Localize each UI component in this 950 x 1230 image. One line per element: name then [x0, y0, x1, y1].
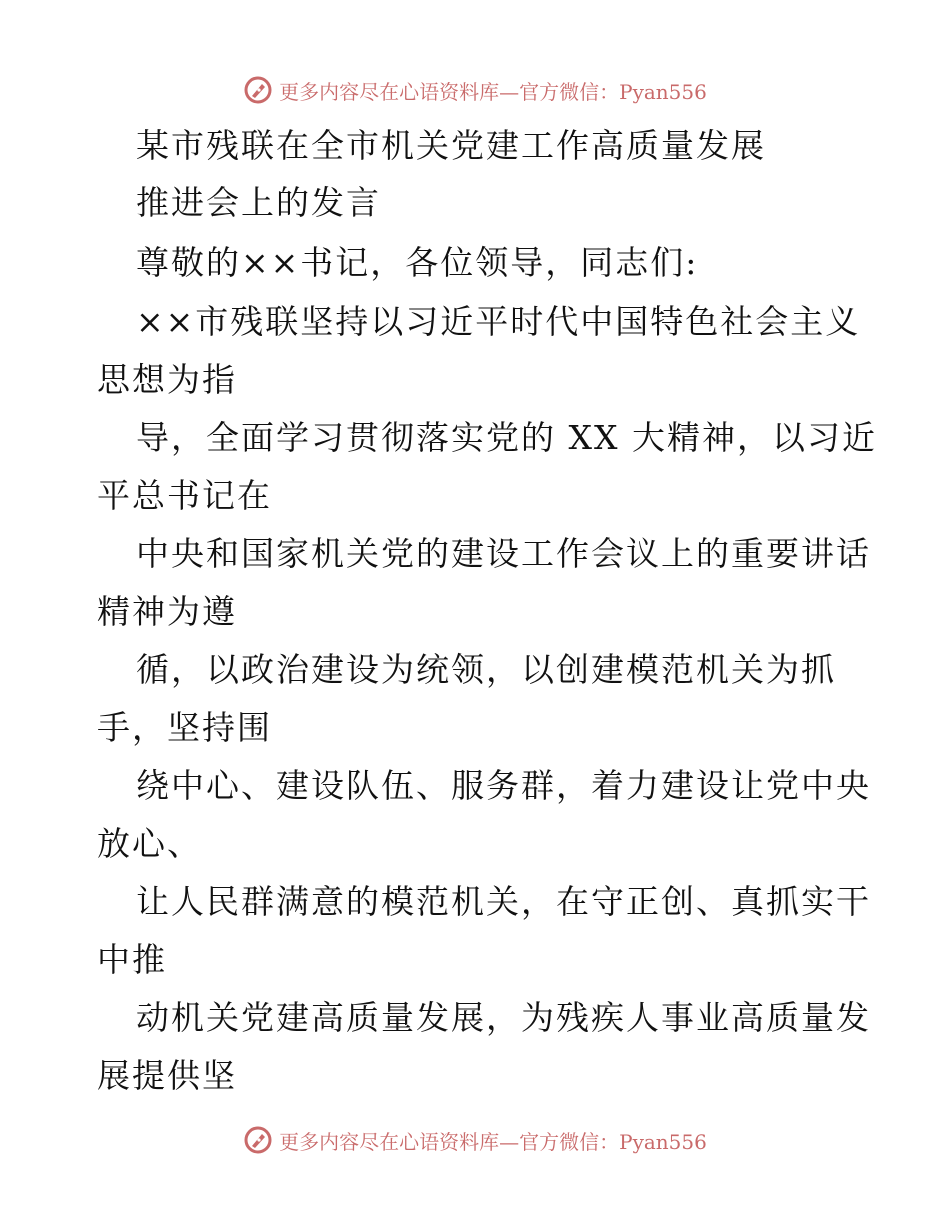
document-title-line-1: 某市残联在全市机关党建工作高质量发展	[136, 126, 766, 165]
salutation: 尊敬的××书记，各位领导，同志们:	[136, 243, 699, 282]
paragraph-line: ××市残联坚持以习近平时代中国特色社会主义	[136, 302, 861, 341]
paragraph-line: 让人民群满意的模范机关，在守正创、真抓实干	[136, 882, 871, 921]
paragraph-line: 中央和国家机关党的建设工作会议上的重要讲话	[136, 534, 871, 573]
paragraph-line: 平总书记在	[97, 476, 272, 515]
paragraph-line: 放心、	[97, 824, 202, 863]
paragraph-line: 中推	[97, 940, 167, 979]
pen-nib-circle-icon	[243, 1125, 273, 1155]
paragraph-line: 动机关党建高质量发展，为残疾人事业高质量发	[136, 998, 871, 1037]
paragraph-line: 思想为指	[97, 360, 237, 399]
paragraph-line: 循，以政治建设为统领，以创建模范机关为抓	[136, 650, 836, 689]
paragraph-line: 精神为遵	[97, 592, 237, 631]
pen-nib-circle-icon	[243, 75, 273, 105]
watermark-text: 更多内容尽在心语资料库—官方微信：Pyan556	[279, 1129, 707, 1154]
paragraph-line: 展提供坚	[97, 1056, 237, 1095]
watermark-banner-bottom	[0, 1120, 950, 1160]
watermark-banner-top	[0, 70, 950, 110]
paragraph-line: 导，全面学习贯彻落实党的 XX 大精神，以习近	[136, 418, 877, 457]
paragraph-line: 绕中心、建设队伍、服务群，着力建设让党中央	[136, 766, 871, 805]
paragraph-line: 手，坚持围	[97, 708, 272, 747]
document-title-line-2: 推进会上的发言	[136, 183, 381, 222]
watermark-text: 更多内容尽在心语资料库—官方微信：Pyan556	[279, 79, 707, 104]
